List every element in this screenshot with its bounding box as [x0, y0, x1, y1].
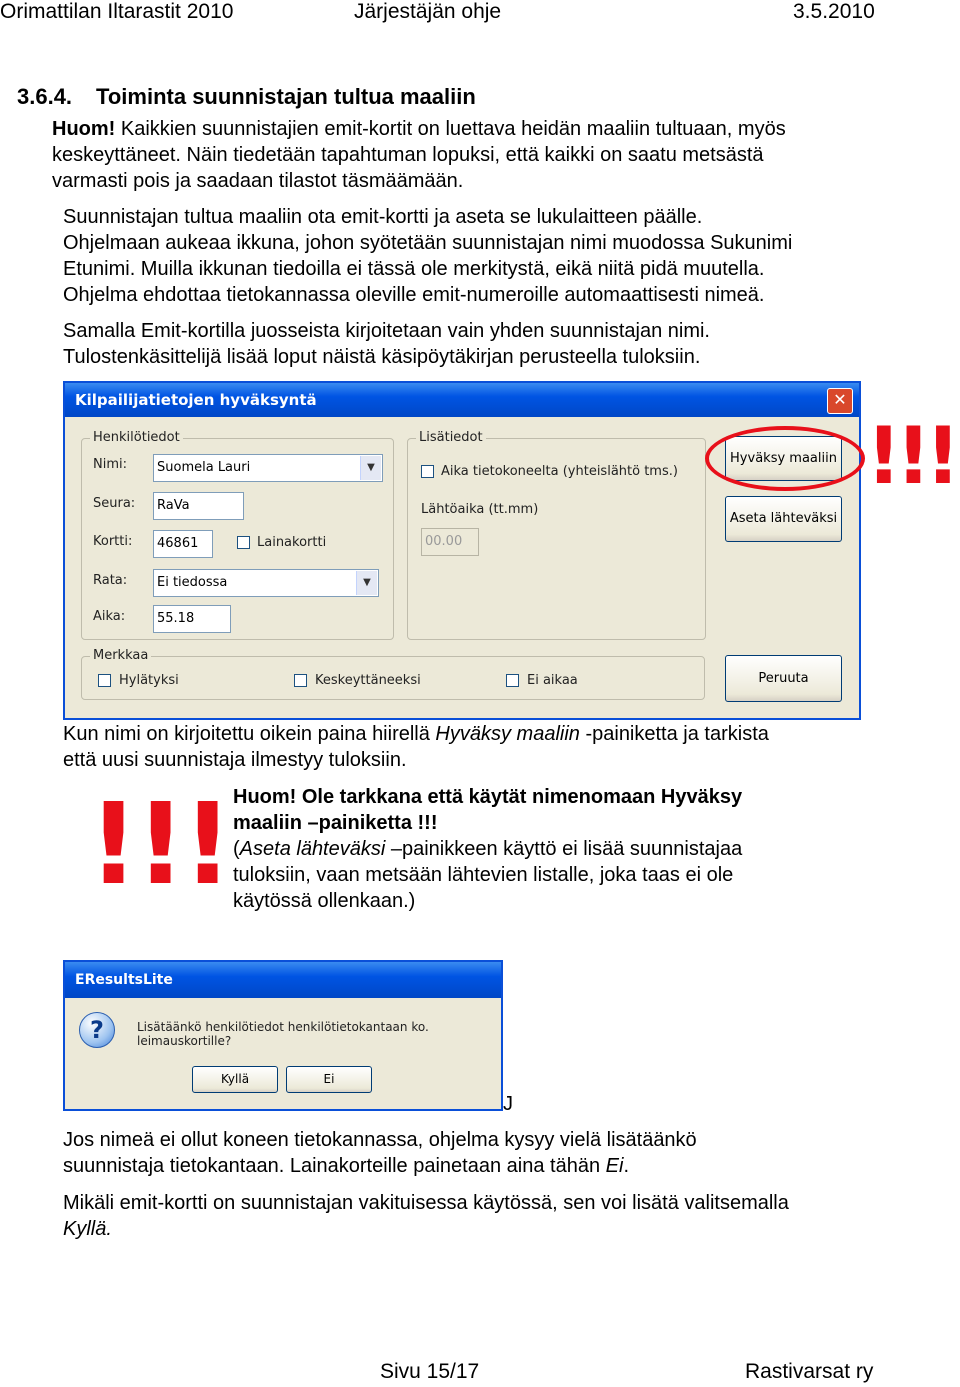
section-title: Toiminta suunnistajan tultua maaliin — [96, 84, 476, 109]
text-line: Etunimi. Muilla ikkunan tiedoilla ei tässä ole merkitystä, eikä niitä pidä muutella. — [63, 258, 765, 280]
computer-time-label: Aika tietokoneelta (yhteislähtö tms.) — [441, 464, 678, 479]
group-label: Lisätiedot — [416, 430, 486, 445]
text-span: Kun nimi on kirjoitettu oikein paina hiirellä — [63, 723, 436, 745]
page-number: Sivu 15/17 — [380, 1360, 480, 1383]
no-time-checkbox[interactable] — [506, 674, 519, 687]
text-line: Jos nimeä ei ollut koneen tietokannassa, ohjelma kysyy vielä lisätäänkö — [63, 1129, 697, 1151]
text-line: Ohjelma ehdottaa tietokannassa oleville emit-numeroille automaattisesti nimeä. — [63, 284, 765, 306]
warning-bold: Huom! Ole tarkkana että käytät nimenomaan Hyväksy — [233, 786, 743, 808]
intro-paragraph — [52, 116, 786, 194]
loan-card-checkbox[interactable] — [237, 536, 250, 549]
course-value: Ei tiedossa — [157, 575, 228, 590]
text-line: tuloksiin, vaan metsään lähtevien listalle, joka taas ei ole — [233, 864, 734, 886]
header-right: 3.5.2010 — [793, 0, 875, 23]
club-input[interactable]: RaVa — [153, 492, 244, 520]
course-label: Rata: — [93, 573, 128, 588]
text-line: että uusi suunnistaja ilmestyy tuloksiin. — [63, 749, 407, 771]
text-span: . — [623, 1155, 629, 1177]
intro-bold: Huom! — [52, 118, 116, 140]
header-left: Orimattilan Iltarastit 2010 — [0, 0, 234, 23]
instruction-paragraph — [63, 204, 792, 308]
club-label: Seura: — [93, 496, 136, 511]
section-heading — [17, 84, 476, 110]
no-button[interactable]: Ei — [286, 1066, 372, 1093]
cancel-button[interactable]: Peruuta — [725, 655, 842, 702]
name-value: Suomela Lauri — [157, 460, 251, 475]
text-span: suunnistaja tietokantaan. Lainakorteille painetaan aina tähän — [63, 1155, 606, 1177]
text-line: Suunnistajan tultua maaliin ota emit-kortti ja aseta se lukulaitteen päälle. — [63, 206, 703, 228]
disqualified-checkbox[interactable] — [98, 674, 111, 687]
text-line: Ohjelmaan aukeaa ikkuna, johon syötetään suunnistajan nimi muodossa Sukunimi — [63, 232, 793, 254]
dialog-titlebar — [65, 383, 859, 417]
instruction-paragraph — [63, 318, 710, 370]
intro-line: keskeyttäneet. Näin tiedetään tapahtuman lopuksi, että kaikki on saatu metsästä — [52, 144, 764, 166]
text-line: Mikäli emit-kortti on suunnistajan vakituisessa käytössä, sen voi lisätä valitsemalla — [63, 1192, 789, 1214]
dnf-checkbox[interactable] — [294, 674, 307, 687]
emphasis: Kyllä. — [63, 1218, 112, 1240]
exclamation-icon: !!! — [88, 780, 230, 910]
loan-card-label: Lainakortti — [257, 535, 327, 550]
intro-line: Kaikkien suunnistajien emit-kortit on luettava heidän maaliin tultuaan, myös — [115, 118, 786, 140]
course-combobox[interactable] — [153, 569, 379, 597]
text-span: ( — [233, 838, 240, 860]
yes-button[interactable]: Kyllä — [192, 1066, 278, 1093]
instruction-paragraph — [63, 1127, 697, 1179]
warning-paragraph — [233, 784, 742, 914]
card-input[interactable]: 46861 — [153, 530, 213, 558]
name-label: Nimi: — [93, 457, 127, 472]
group-label: Merkkaa — [90, 648, 151, 663]
emphasis: Ei — [605, 1155, 624, 1177]
chevron-down-icon[interactable]: ▼ — [356, 571, 377, 595]
text-line: Tulostenkäsittelijä lisää loput näistä käsipöytäkirjan perusteella tuloksiin. — [63, 346, 701, 368]
text-span: –painikkeen käyttö ei lisää suunnistajaa — [385, 838, 743, 860]
dialog-title: Kilpailijatietojen hyväksyntä — [75, 391, 317, 409]
section-number: 3.6.4. — [17, 84, 73, 109]
footer-org: Rastivarsat ry — [745, 1360, 874, 1383]
dialog-message: Lisätäänkö henkilötiedot henkilötietokantaan ko. leimauskortille? — [137, 1020, 429, 1048]
computer-time-checkbox[interactable] — [421, 465, 434, 478]
close-icon[interactable]: ✕ — [827, 388, 853, 414]
start-time-label: Lähtöaika (tt.mm) — [421, 502, 539, 517]
chevron-down-icon[interactable]: ▼ — [360, 456, 381, 480]
accept-to-finish-button[interactable]: Hyväksy maaliin — [725, 436, 842, 481]
disqualified-label: Hylätyksi — [119, 673, 179, 688]
name-combobox[interactable] — [153, 454, 383, 482]
exclamation-icon: !!! — [866, 412, 955, 502]
time-label: Aika: — [93, 609, 126, 624]
stray-text: J — [503, 1093, 513, 1115]
dialog-title: EResultsLite — [75, 972, 173, 988]
dialog-titlebar — [65, 962, 501, 998]
text-line: Samalla Emit-kortilla juosseista kirjoitetaan vain yhden suunnistajan nimi. — [63, 320, 710, 342]
question-icon: ? — [79, 1012, 115, 1048]
time-input[interactable]: 55.18 — [153, 605, 231, 633]
warning-bold: maaliin –painiketta !!! — [233, 812, 438, 834]
group-label: Henkilötiedot — [90, 430, 183, 445]
instruction-paragraph — [63, 721, 769, 773]
instruction-paragraph — [63, 1190, 789, 1242]
emphasis: Hyväksy maaliin — [435, 723, 580, 745]
emphasis: Aseta lähteväksi — [239, 838, 386, 860]
header-center: Järjestäjän ohje — [354, 0, 502, 23]
dnf-label: Keskeyttäneeksi — [315, 673, 421, 688]
card-label: Kortti: — [93, 534, 133, 549]
no-time-label: Ei aikaa — [527, 673, 578, 688]
start-time-input[interactable]: 00.00 — [421, 528, 479, 556]
set-start-button[interactable]: Aseta lähteväksi — [725, 496, 842, 542]
add-to-database-dialog — [63, 960, 503, 1111]
intro-line: varmasti pois ja saadaan tilastot täsmäämään. — [52, 170, 464, 192]
text-span: -painiketta ja tarkista — [579, 723, 769, 745]
text-line: käytössä ollenkaan.) — [233, 890, 416, 912]
competitor-approval-dialog — [63, 381, 861, 720]
highlight-ring — [705, 426, 865, 491]
